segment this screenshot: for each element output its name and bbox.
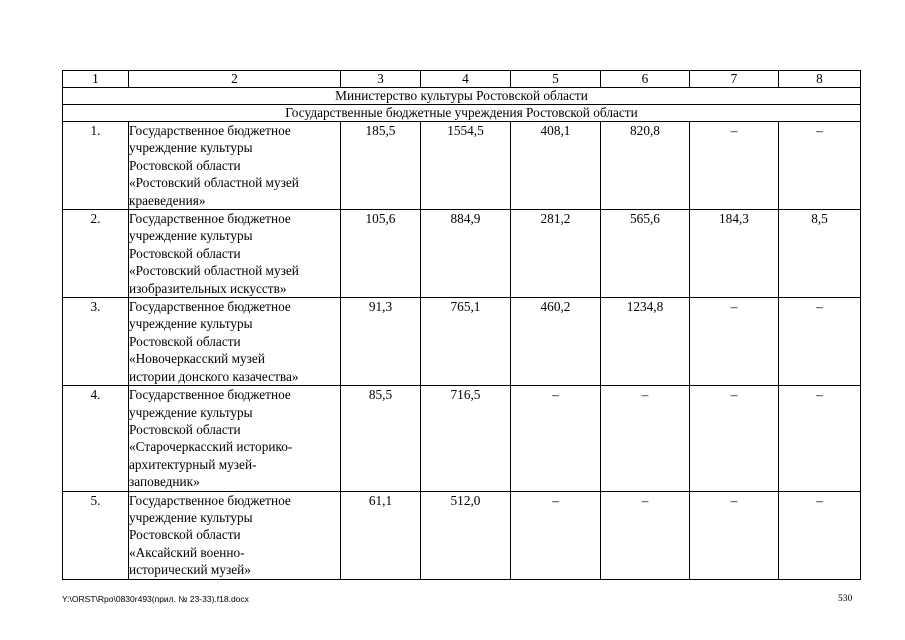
institution-name-line: Государственное бюджетное (129, 123, 291, 138)
value-cell-col-6: 820,8 (601, 122, 690, 210)
column-number: 2 (129, 71, 341, 88)
column-number: 5 (511, 71, 601, 88)
value-cell-col-3: 61,1 (341, 491, 421, 579)
value-cell-col-7: – (690, 386, 779, 491)
institution-name-line: архитектурный музей- (129, 456, 257, 472)
section-heading-institutions: Государственные бюджетные учреждения Ростовской области (63, 105, 861, 122)
value-cell-col-5: – (511, 491, 601, 579)
row-number: 5. (63, 491, 129, 579)
value-cell-col-8: – (779, 386, 861, 491)
institution-name-line: учреждение культуры (129, 404, 253, 420)
table-row (63, 122, 861, 210)
institution-name-cell (129, 122, 341, 210)
value-cell-col-8: – (779, 491, 861, 579)
institution-name-line: «Аксайский военно- (129, 544, 245, 560)
value-cell-col-6: 1234,8 (601, 298, 690, 386)
institution-name-cell (129, 491, 341, 579)
value-cell-col-4: 765,1 (421, 298, 511, 386)
value-cell-col-8: – (779, 298, 861, 386)
value-cell-col-5: 408,1 (511, 122, 601, 210)
value-cell-col-4: 884,9 (421, 210, 511, 298)
institution-name-line: изобразительных искусств» (129, 280, 287, 296)
institution-name-line: Ростовской области (129, 157, 241, 173)
table-row (63, 210, 861, 298)
value-cell-col-8: – (779, 122, 861, 210)
institution-name-line: Государственное бюджетное (129, 211, 291, 227)
institution-name-cell (129, 386, 341, 491)
value-cell-col-3: 85,5 (341, 386, 421, 491)
institution-name-line: Ростовской области (129, 333, 241, 349)
institution-name-line: Ростовской области (129, 421, 241, 437)
institution-name-line: краеведения» (129, 192, 206, 208)
value-cell-col-4: 1554,5 (421, 122, 511, 210)
value-cell-col-7: – (690, 298, 779, 386)
footer-file-path: Y:\ORST\Rpo\0830r493(прил. № 23-33).f18.docx (62, 594, 249, 604)
section-row-ministry (63, 88, 861, 105)
institution-name-line: Ростовской области (129, 245, 241, 261)
value-cell-col-7: – (690, 122, 779, 210)
column-number-row (63, 71, 861, 88)
data-table (62, 70, 861, 580)
row-number: 1. (63, 122, 129, 210)
institution-name-line: учреждение культуры (129, 509, 253, 525)
institution-name-cell (129, 210, 341, 298)
column-number: 7 (690, 71, 779, 88)
value-cell-col-6: 565,6 (601, 210, 690, 298)
institution-name-line: учреждение культуры (129, 316, 253, 332)
institution-name-line: «Старочеркасский историко- (129, 439, 293, 455)
institution-name-line: Ростовской области (129, 527, 241, 543)
table-body (63, 122, 861, 580)
column-number: 4 (421, 71, 511, 88)
section-row-institutions (63, 105, 861, 122)
institution-name-line: Государственное бюджетное (129, 492, 291, 508)
column-number: 6 (601, 71, 690, 88)
institution-name-line: истории донского казачества» (129, 368, 299, 384)
institution-name-line: исторический музей» (129, 562, 251, 578)
value-cell-col-6: – (601, 491, 690, 579)
value-cell-col-3: 91,3 (341, 298, 421, 386)
column-number: 8 (779, 71, 861, 88)
institution-name-line: учреждение культуры (129, 228, 253, 244)
table-row (63, 491, 861, 579)
page-number: 530 (838, 594, 853, 604)
value-cell-col-5: 281,2 (511, 210, 601, 298)
value-cell-col-3: 185,5 (341, 122, 421, 210)
institution-name-line: учреждение культуры (129, 140, 253, 156)
value-cell-col-6: – (601, 386, 690, 491)
value-cell-col-4: 716,5 (421, 386, 511, 491)
row-number: 4. (63, 386, 129, 491)
section-heading-ministry: Министерство культуры Ростовской области (63, 88, 861, 105)
row-number: 3. (63, 298, 129, 386)
institution-name-line: «Новочеркасский музей (129, 351, 265, 367)
institution-name-line: «Ростовский областной музей (129, 175, 299, 191)
institution-name-line: Государственное бюджетное (129, 299, 291, 315)
row-number: 2. (63, 210, 129, 298)
value-cell-col-8: 8,5 (779, 210, 861, 298)
value-cell-col-5: 460,2 (511, 298, 601, 386)
institution-name-line: «Ростовский областной музей (129, 263, 299, 279)
value-cell-col-3: 105,6 (341, 210, 421, 298)
institution-name-line: заповедник» (129, 474, 200, 490)
value-cell-col-7: 184,3 (690, 210, 779, 298)
column-number: 3 (341, 71, 421, 88)
table-row (63, 298, 861, 386)
table-row (63, 386, 861, 491)
value-cell-col-4: 512,0 (421, 491, 511, 579)
institution-name-line: Государственное бюджетное (129, 387, 291, 403)
institution-name-cell (129, 298, 341, 386)
value-cell-col-7: – (690, 491, 779, 579)
value-cell-col-5: – (511, 386, 601, 491)
column-number: 1 (63, 71, 129, 88)
